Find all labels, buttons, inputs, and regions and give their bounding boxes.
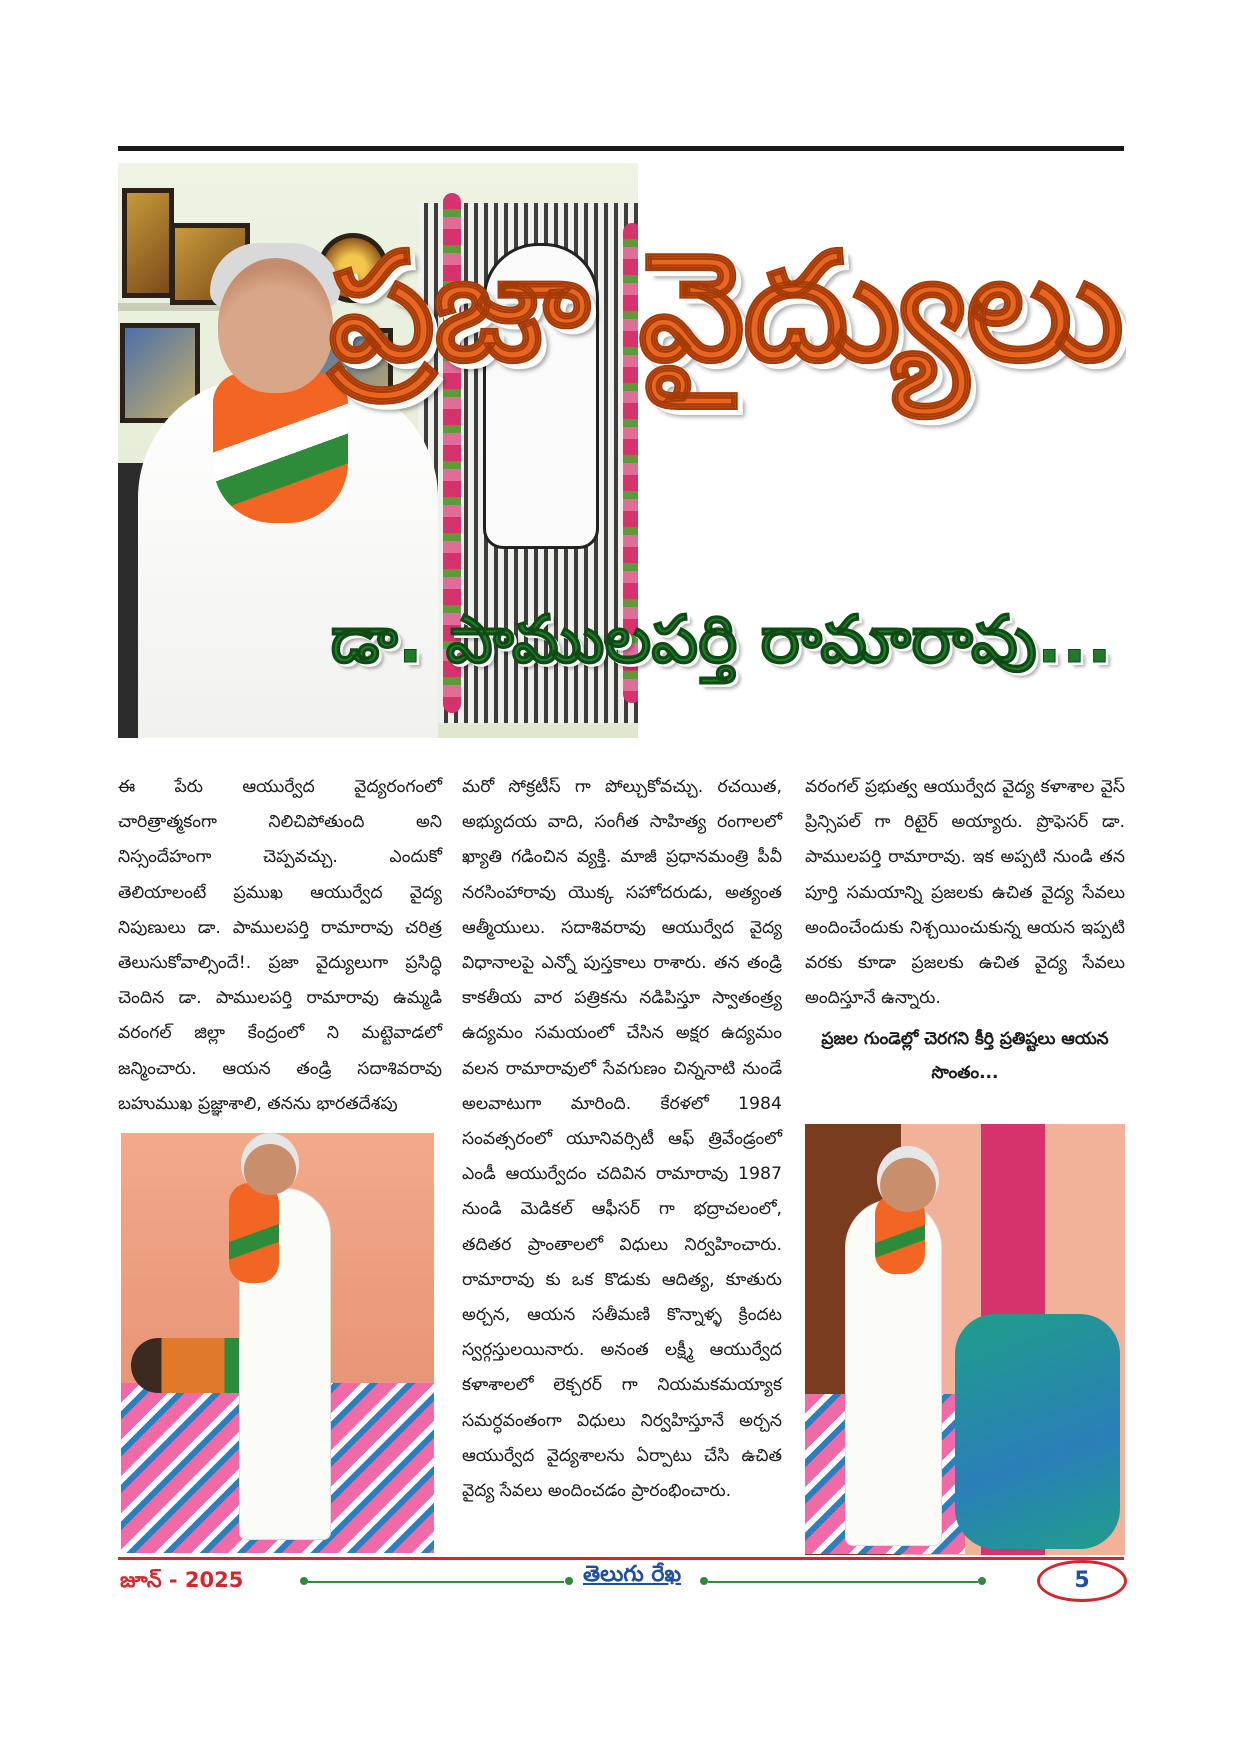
top-rule bbox=[118, 146, 1124, 151]
footer-rule bbox=[118, 1557, 1124, 1560]
footer-divider bbox=[708, 1581, 978, 1583]
treatment-photo-left bbox=[121, 1133, 434, 1553]
article-column-1 bbox=[118, 770, 442, 1122]
saffron-scarf bbox=[229, 1183, 279, 1283]
headline: ప్రజా వైద్యులు bbox=[328, 221, 1122, 395]
article-paragraph: ఈ పేరు ఆయుర్వేద వైద్యరంగంలో చారిత్రాత్మకంగా నిలిచిపోతుంది అని నిస్సందేహంగా చెప్పవచ్చు. ఎందుకో తెలియాలంటే ప్రముఖ ఆయుర్వేద వైద్య నిపుణులు డా. పాములపర్తి రామారావు చరిత్ర తెలుసుకోవాల్సిందే!. ప్రజా వైద్యులుగా ప్రసిద్ధి చెందిన డా. పాములపర్తి రామారావు ఉమ్మడి వరంగల్ జిల్లా కేంద్రంలో ని మట్టెవాడలో జన్మించారు. ఆయన తండ్రి సదాశివరావు బహుముఖ ప్రజ్ఞాశాలి, తనను భారతదేశపు bbox=[118, 777, 442, 1114]
patient bbox=[955, 1314, 1120, 1549]
page-number: 5 bbox=[1037, 1560, 1127, 1602]
doctor-head bbox=[241, 1133, 299, 1195]
doctor-head bbox=[877, 1146, 939, 1212]
subheadline: డా. పాములపర్తి రామారావు... bbox=[330, 601, 1112, 678]
wall-frame bbox=[122, 188, 174, 298]
issue-date: జూన్ - 2025 bbox=[120, 1568, 244, 1592]
footer-dot bbox=[300, 1577, 308, 1585]
article-column-3 bbox=[805, 770, 1125, 1090]
treatment-photo-right bbox=[805, 1124, 1125, 1555]
footer-divider bbox=[304, 1581, 564, 1583]
callout-quote: ప్రజల గుండెల్లో చెరగని కీర్తి ప్రతిష్టలు ఆయన సొంతం... bbox=[821, 1029, 1109, 1084]
footer-dot bbox=[700, 1577, 708, 1585]
doctor-face bbox=[218, 258, 333, 393]
footer-dot bbox=[978, 1577, 986, 1585]
article-paragraph: వరంగల్ ప్రభుత్వ ఆయుర్వేద వైద్య కళాశాల వైస్ ప్రిన్సిపల్ గా రిటైర్ అయ్యారు. ప్రొఫెసర్ డా. పాములపర్తి రామారావు. ఇక అప్పటి నుండి తన పూర్తి సమయాన్ని ప్రజలకు ఉచిత వైద్య సేవలు అందించేందుకు నిశ్చయించుకున్న ఆయన ఇప్పటి వరకు కూడా ప్రజలకు ఉచిత వైద్య సేవలు అందిస్తూనే ఉన్నారు. bbox=[805, 777, 1125, 1009]
magazine-title: తెలుగు రేఖ bbox=[583, 1562, 682, 1587]
article-paragraph: మరో సోక్రటీస్ గా పోల్చుకోవచ్చు. రచయిత, అభ్యుదయ వాది, సంగీత సాహిత్య రంగాలలో ఖ్యాతి గడించిన వ్యక్తి. మాజీ ప్రధానమంత్రి పీవీ నరసింహారావు యొక్క సహోదరుడు, అత్యంత ఆత్మీయులు. సదాశివరావు ఆయుర్వేద వైద్య విధానాలపై ఎన్నో పుస్తకాలు రాశారు. తన తండ్రి కాకతీయ వార పత్రికను నడిపిస్తూ స్వాతంత్ర్య ఉద్యమం సమయంలో చేసిన అక్షర ఉద్యమం వలన రామారావులో సేవగుణం చిన్ననాటి నుండే అలవాటుగా మారింది. కేరళలో 1984 సంవత్సరంలో యూనివర్సిటీ ఆఫ్ త్రివేండ్రంలో ఎండీ ఆయుర్వేదం చదివిన రామారావు 1987 నుండి మెడికల్ ఆఫీసర్ గా భద్రాచలంలో, తదితర ప్రాంతాలలో విధులు నిర్వహించారు. రామారావు కు ఒక కొడుకు ఆదిత్య, కూతురు అర్చన, ఆయన సతీమణి కొన్నాళ్ళ క్రిందట స్వర్గస్తులయినారు. అనంత లక్ష్మీ ఆయుర్వేద కళాశాలలో లెక్చరర్ గా నియమకమయ్యాక సమర్ధవంతంగా విధులు నిర్వహిస్తూనే అర్చన ఆయుర్వేద వైద్యశాలను ఏర్పాటు చేసి ఉచిత వైద్య సేవలు అందించడం ప్రారంభించారు. bbox=[462, 777, 782, 1502]
footer-dot bbox=[565, 1577, 573, 1585]
hero-banner bbox=[118, 163, 1126, 738]
article-column-2 bbox=[462, 770, 782, 1509]
